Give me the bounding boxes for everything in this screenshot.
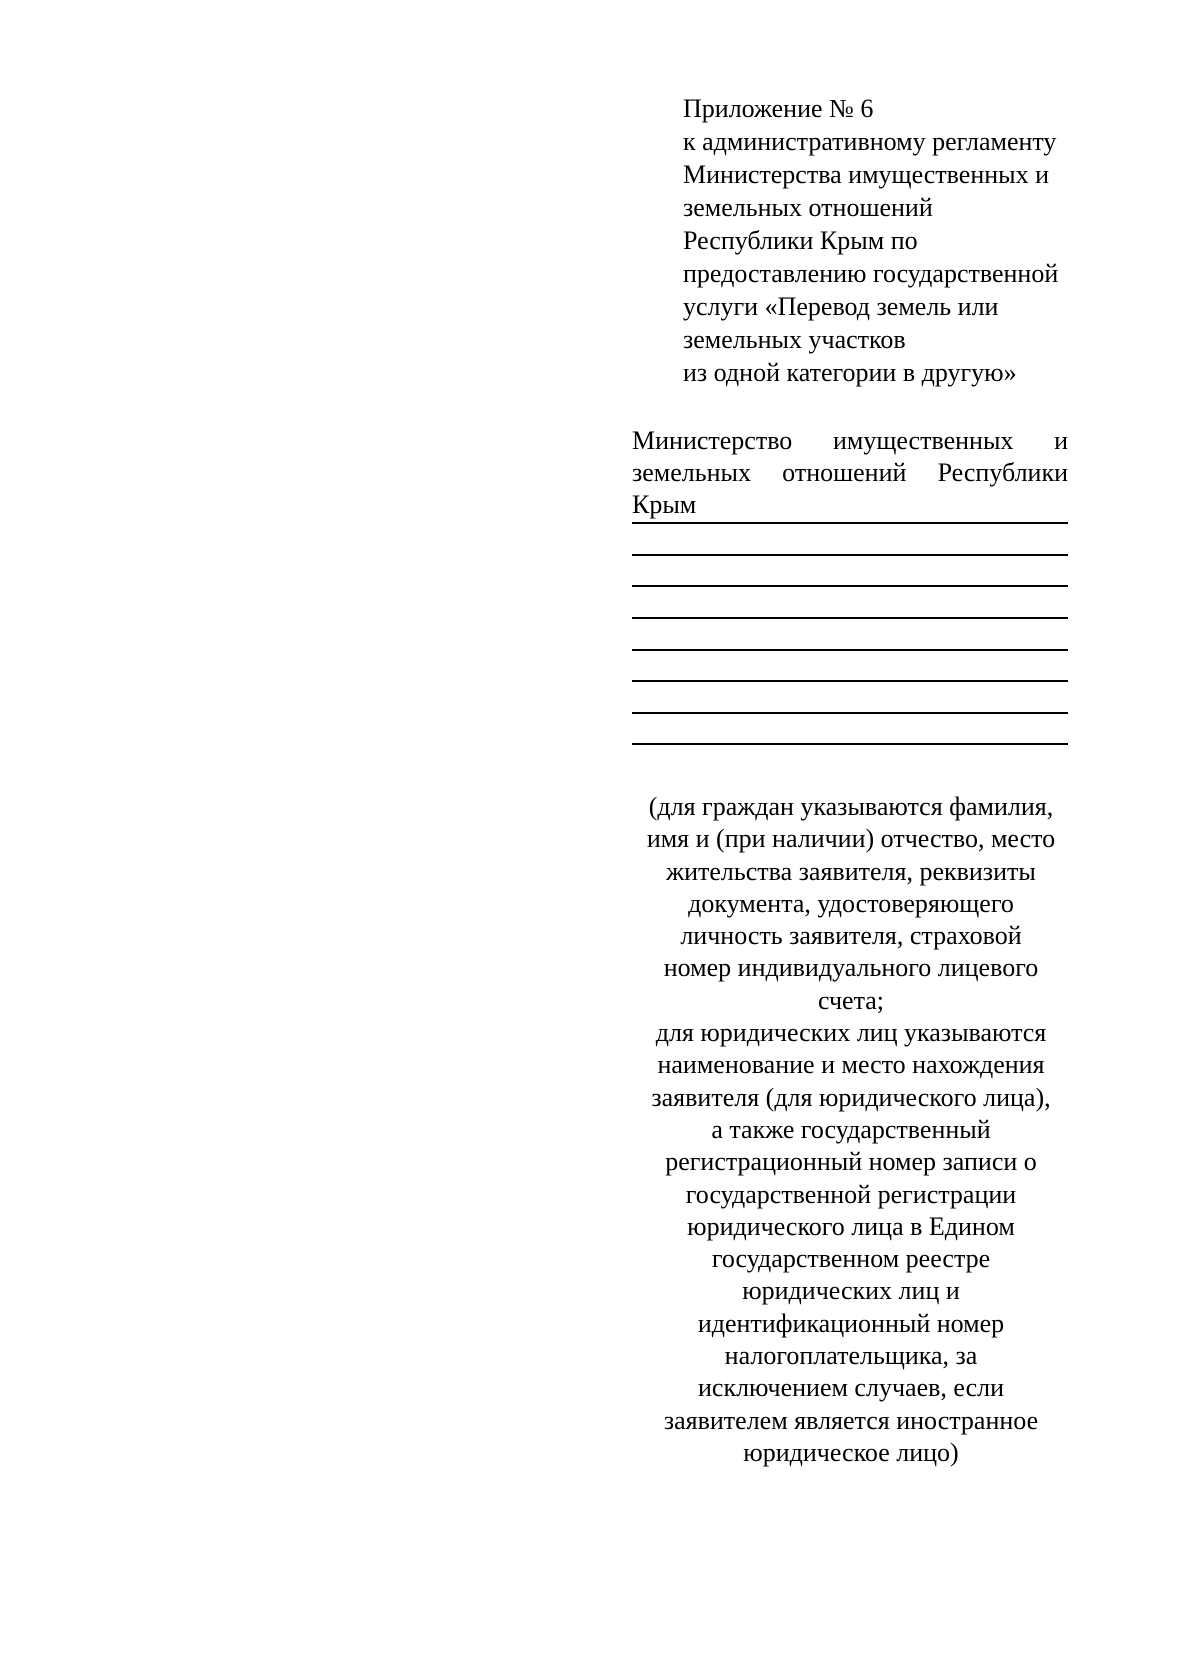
appendix-line: предоставлению государственной xyxy=(683,259,1059,288)
appendix-line-number: Приложение № 6 xyxy=(683,94,874,123)
caption-line: налогоплательщика, за xyxy=(724,1341,978,1371)
caption-line: заявителем является иностранное xyxy=(663,1405,1039,1435)
caption-line: счета; xyxy=(817,985,885,1015)
addressee-line: Министерство имущественных и xyxy=(632,426,1068,455)
appendix-line: Министерства имущественных и xyxy=(683,160,1050,189)
addressee-line: Крым xyxy=(632,490,697,519)
caption-line: документа, удостоверяющего xyxy=(688,888,1014,918)
blank-fill-line[interactable] xyxy=(632,617,1068,619)
caption-line: для юридических лиц указываются xyxy=(655,1018,1047,1048)
caption-line: государственном реестре xyxy=(711,1244,991,1274)
appendix-line: Республики Крым по xyxy=(683,226,918,255)
blank-fill-line[interactable] xyxy=(632,743,1068,745)
appendix-line: земельных отношений xyxy=(683,193,933,222)
appendix-line: из одной категории в другую» xyxy=(683,358,1017,387)
caption-line: юридических лиц и xyxy=(742,1276,960,1306)
addressee-block xyxy=(632,425,1068,521)
applicant-details-caption xyxy=(622,791,1080,1469)
blank-fill-line[interactable] xyxy=(632,712,1068,714)
caption-line: заявителя (для юридического лица), xyxy=(651,1082,1051,1112)
blank-fill-line[interactable] xyxy=(632,522,1068,524)
caption-line: юридического лица в Едином xyxy=(687,1211,1015,1241)
appendix-header xyxy=(683,92,1133,389)
addressee-line: земельных отношений Республики xyxy=(632,458,1068,487)
blank-fill-line[interactable] xyxy=(632,585,1068,587)
caption-line: регистрационный номер записи о xyxy=(665,1147,1037,1177)
caption-line: идентификационный номер xyxy=(697,1308,1005,1338)
appendix-line: земельных участков xyxy=(683,325,906,354)
blank-fill-line[interactable] xyxy=(632,680,1068,682)
caption-line: имя и (при наличии) отчество, место xyxy=(646,824,1056,854)
caption-line: личность заявителя, страховой xyxy=(680,921,1022,951)
caption-line: (для граждан указываются фамилия, xyxy=(648,792,1054,821)
blank-fill-line[interactable] xyxy=(632,554,1068,556)
caption-line: юридическое лицо) xyxy=(743,1437,959,1467)
caption-line: номер индивидуального лицевого xyxy=(663,953,1039,983)
caption-line: наименование и место нахождения xyxy=(657,1050,1045,1080)
caption-line: жительства заявителя, реквизиты xyxy=(666,856,1036,886)
caption-line: а также государственный xyxy=(711,1114,991,1144)
appendix-line: услуги «Перевод земель или xyxy=(683,292,999,321)
appendix-line: к административному регламенту xyxy=(683,127,1057,156)
caption-line: государственной регистрации xyxy=(685,1179,1017,1209)
blank-fill-line[interactable] xyxy=(632,649,1068,651)
caption-line: исключением случаев, если xyxy=(698,1373,1004,1403)
